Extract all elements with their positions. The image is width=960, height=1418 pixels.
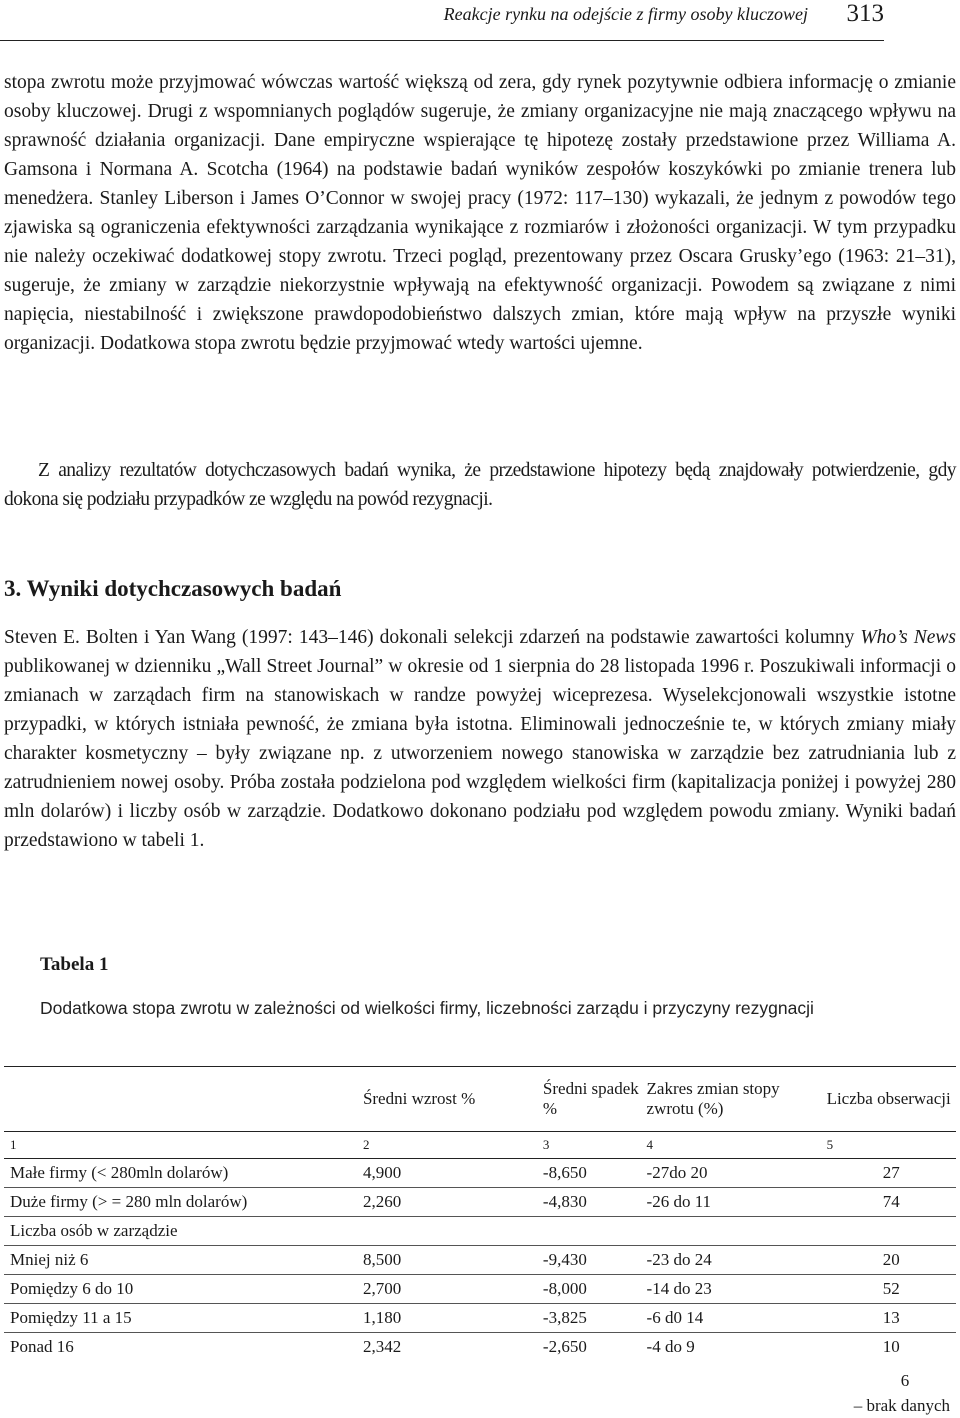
table-row <box>4 1188 956 1217</box>
table-cell: -8,650 <box>537 1159 641 1188</box>
note-text: – brak danych <box>853 1396 950 1415</box>
table-cell: 20 <box>821 1246 956 1275</box>
table-cell: -6 d0 14 <box>641 1304 821 1333</box>
table-cell: Liczba osób w zarządzie <box>4 1217 357 1246</box>
table-label: Tabela 1 <box>40 954 109 975</box>
table-cell <box>821 1217 956 1246</box>
table-cell: -14 do 23 <box>641 1275 821 1304</box>
page-header <box>0 0 884 41</box>
table-cell: 2,260 <box>357 1188 537 1217</box>
table-cell: -4,830 <box>537 1188 641 1217</box>
header-cell <box>4 1067 357 1132</box>
table-cell: 8,500 <box>357 1246 537 1275</box>
table-cell <box>357 1217 537 1246</box>
table-trailing-note <box>820 1368 950 1418</box>
table-cell: 2,700 <box>357 1275 537 1304</box>
table-cell: 2,342 <box>362 1337 402 1356</box>
header-cell: Liczba obserwacji <box>821 1067 956 1132</box>
table-cell <box>537 1217 641 1246</box>
table-cell: 27 <box>821 1159 956 1188</box>
table-row <box>4 1275 956 1304</box>
table-cell: 1,180 <box>357 1304 537 1333</box>
table-caption: Dodatkowa stopa zwrotu w zależności od wielkości firmy, liczebności zarządu i przyczyny rezygnacji <box>40 998 814 1018</box>
paragraph-bolten-wang <box>4 623 956 855</box>
column-number-cell: 2 <box>357 1132 537 1159</box>
table-cell: -8,000 <box>537 1275 641 1304</box>
results-table <box>4 1066 956 1361</box>
table-cell: Ponad 16 <box>10 1337 74 1356</box>
header-cell: Zakres zmian stopy zwrotu (%) <box>641 1067 821 1132</box>
table-cell: -27do 20 <box>641 1159 821 1188</box>
journal-column-title: Who’s News <box>860 627 956 648</box>
note-value: 6 <box>900 1371 910 1390</box>
header-cell: Średni spadek % <box>537 1067 641 1132</box>
paragraph-text-part: publikowanej w dzienniku „Wall Street Journal” w okresie od 1 sierpnia do 28 listopada 1996 r. Poszukiwali informacji o zmianach w zarządach firm na stanowiskach w randze powyżej wiceprezesa. Wyselekcjonowali wszystkie istotne przypadki, w których istniała pewność, że zmiana była istotna. Eliminowali jednocześnie te, w których zmiany miały charakter kosmetyczny – były związane np. z utworzeniem nowego stanowiska w zarządzie bez zatrudniania lub z zatrudnieniem nowej osoby. Próba została podzielona pod względem wielkości firm (kapitalizacja poniżej i powyżej 280 mln dolarów) i liczby osób w zarządzie. Dodatkowo dokonano podziału pod względem powodu zmiany. Wyniki badań przedstawiono w tabeli 1. <box>4 656 956 851</box>
paragraph-hypotheses: stopa zwrotu może przyjmować wówczas wartość większą od zera, gdy rynek pozytywnie odbiera informację o zmianie osoby kluczowej. Drugi z wspomnianych poglądów sugeruje, że zmiany organizacyjne nie mają znaczącego wpływu na sprawność działania organizacji. Dane empiryczne wspierające tę hipotezę zostały przedstawione przez Williama A. Gamsona i Normana A. Scotcha (1964) na podstawie badań wyników zespołów koszykówki po zmianie trenera lub menedżera. Stanley Liberson i James O’Connor w swojej pracy (1972: 117–130) wykazali, że jednym z powodów tego zjawiska są ograniczenia efektywności zarządzania wynikające z rozmiarów i złożoności organizacji. W tym przypadku nie należy oczekiwać dodatkowej stopy zwrotu. Trzeci pogląd, prezentowany przez Oscara Grusky’ego (1963: 21–31), sugeruje, że zmiany w zarządzie niekorzystnie wpływają na efektywność organizacji. Powodem są związane z nimi napięcia, niestabilność i zwiększone prawdopodobieństwo dalszych zmian, które mają wpływ na przyszłe wyniki organizacji. Dodatkowa stopa zwrotu będzie przyjmować wtedy wartości ujemne. <box>4 72 956 354</box>
table-cell: -2,650 <box>542 1337 587 1356</box>
table-cell: -3,825 <box>537 1304 641 1333</box>
table-row <box>4 1333 956 1362</box>
section-heading: 3. Wyniki dotychczasowych badań <box>4 576 342 601</box>
table-cell: -23 do 24 <box>641 1246 821 1275</box>
table-cell: Mniej niż 6 <box>4 1246 357 1275</box>
table-cell: 74 <box>821 1188 956 1217</box>
table-cell: 52 <box>821 1275 956 1304</box>
table-cell: Małe firmy (< 280mln dolarów) <box>4 1159 357 1188</box>
column-number-cell: 1 <box>4 1132 357 1159</box>
running-title: Reakcje rynku na odejście z firmy osoby kluczowej <box>443 4 808 24</box>
table-cell: Pomiędzy 11 a 15 <box>4 1304 357 1333</box>
table-row <box>4 1246 956 1275</box>
column-number-cell: 3 <box>537 1132 641 1159</box>
table-cell: Duże firmy (> = 280 mln dolarów) <box>4 1188 357 1217</box>
table-row <box>4 1304 956 1333</box>
table-cell: Pomiędzy 6 do 10 <box>4 1275 357 1304</box>
table-row <box>4 1217 956 1246</box>
table-cell: 13 <box>821 1304 956 1333</box>
paragraph-analysis-summary: Z analizy rezultatów dotychczasowych badań wynika, że przedstawione hipotezy będą znajdowały potwierdzenie, gdy dokona się podziału przypadków ze względu na powód rezygnacji. <box>4 460 956 510</box>
paragraph-text-part: Steven E. Bolten i Yan Wang (1997: 143–146) dokonali selekcji zdarzeń na podstawie zawartości kolumny <box>4 627 861 648</box>
table-header-row <box>4 1067 956 1132</box>
page-number: 313 <box>846 0 884 27</box>
table-cell: 4,900 <box>357 1159 537 1188</box>
column-number-cell: 4 <box>641 1132 821 1159</box>
table-cell: 10 <box>882 1337 900 1356</box>
table-column-number-row <box>4 1132 956 1159</box>
header-cell: Średni wzrost % <box>357 1067 537 1132</box>
table-cell <box>641 1217 821 1246</box>
table-cell: -9,430 <box>537 1246 641 1275</box>
column-number-cell: 5 <box>821 1132 956 1159</box>
table-row <box>4 1159 956 1188</box>
table-cell: -26 do 11 <box>641 1188 821 1217</box>
table-cell: -4 do 9 <box>646 1337 695 1356</box>
